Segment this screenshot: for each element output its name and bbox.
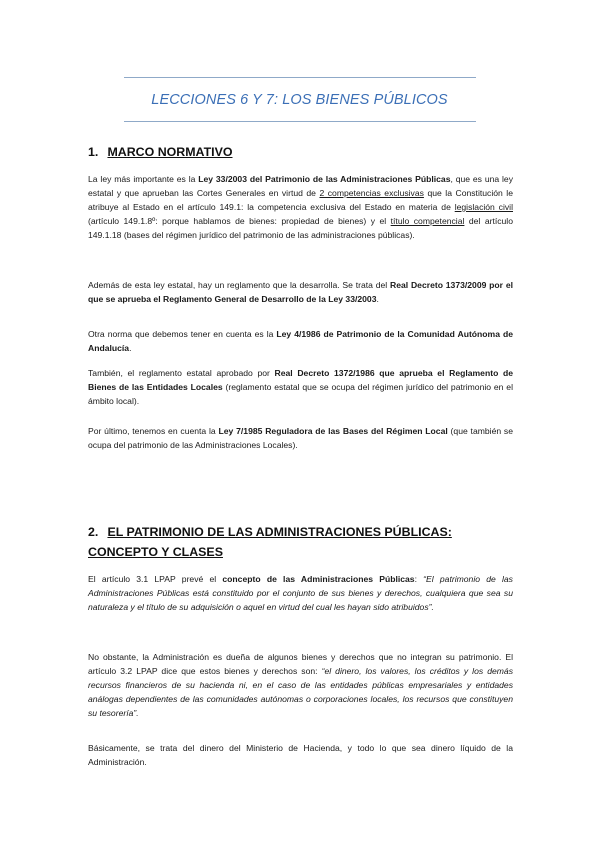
text-run: Además de esta ley estatal, hay un reglamento que la desarrolla. Se trata del [88, 280, 390, 290]
title-rule-top [124, 77, 476, 78]
title-rule-bottom [124, 121, 476, 122]
text-run: Por último, tenemos en cuenta la [88, 426, 219, 436]
text-run: Básicamente, se trata del dinero del Ministerio de Hacienda, y todo lo que sea dinero líquido de la Administración. [88, 743, 513, 767]
text-run: del artículo 149.1.18 (bases del régimen jurídico del patrimonio de las administraciones públicas). [88, 216, 513, 240]
text-run: El artículo 3.1 LPAP prevé el [88, 574, 223, 584]
text-run: . [376, 294, 379, 304]
section-1-heading [88, 142, 518, 162]
text-run: : [414, 574, 424, 584]
section-1-paragraph-2 [88, 278, 513, 306]
text-run: Otra norma que debemos tener en cuenta es la [88, 329, 277, 339]
text-run: (que también se ocupa del patrimonio de las Administraciones Locales). [88, 426, 514, 450]
text-run: , que es una ley estatal y que aprueban las Cortes Generales en virtud de [88, 174, 514, 198]
section-2-paragraph-2 [88, 650, 513, 720]
bold-run: concepto de las Administraciones Públicas [222, 574, 415, 584]
italic-quote-run: “El patrimonio de las Administraciones Públicas está constituido por el conjunto de sus bienes y derechos, cualquiera que sea su naturaleza y el título de su adquisición o aquel en virtud del cual les hayan sido atribuidos”. [88, 574, 513, 612]
section-2-number: 2. [88, 525, 99, 539]
text-run: La ley más importante es la [88, 174, 199, 184]
section-1-title: MARCO NORMATIVO [107, 145, 233, 159]
bold-run: Ley 7/1985 Reguladora de las Bases del Régimen Local [218, 426, 448, 436]
text-run: (reglamento estatal que se ocupa del régimen jurídico del patrimonio en el ámbito local). [88, 382, 513, 406]
bold-run: Real Decreto 1372/1986 que aprueba el Reglamento de Bienes de las Entidades Locales [88, 368, 514, 392]
text-run: (artículo 149.1.8º: porque hablamos de bienes: propiedad de bienes) y el [88, 216, 391, 226]
document-title: LECCIONES 6 Y 7: LOS BIENES PÚBLICOS [151, 92, 448, 108]
section-1-paragraph-1 [88, 172, 513, 242]
section-1-number: 1. [88, 145, 99, 159]
text-run: También, el reglamento estatal aprobado por [88, 368, 275, 378]
text-run: No obstante, la Administración es dueña de algunos bienes y derechos que no integran su patrimonio. El artículo 3.2 LPAP dice que estos bienes y derechos son: [88, 652, 513, 676]
underlined-run: título competencial [390, 216, 465, 226]
underlined-run: legislación civil [454, 202, 513, 212]
underlined-run: 2 competencias exclusivas [319, 188, 424, 198]
italic-quote-run: “el dinero, los valores, los créditos y los demás recursos financieros de su hacienda ni, en el caso de las entidades públicas empresariales y entidades análogas dependientes de las comunidades autónomas o corporaciones locales, los recursos que constituyen su tesorería”. [88, 666, 513, 718]
bold-run: Ley 33/2003 del Patrimonio de las Administraciones Públicas [198, 174, 451, 184]
section-1-paragraph-3 [88, 327, 513, 355]
section-2-heading [88, 522, 518, 562]
section-2-paragraph-3 [88, 741, 513, 769]
section-1-paragraph-5 [88, 424, 513, 452]
text-run: . [129, 343, 132, 353]
section-1-paragraph-4 [88, 366, 513, 408]
section-2-paragraph-1 [88, 572, 513, 614]
text-run: que la Constitución le atribuye al Estado en el artículo 149.1: la competencia exclusiva del Estado en materia de [88, 188, 513, 212]
section-2-title: EL PATRIMONIO DE LAS ADMINISTRACIONES PÚBLICAS: CONCEPTO Y CLASES [88, 525, 452, 559]
bold-run: Ley 4/1986 de Patrimonio de la Comunidad Autónoma de Andalucía [88, 329, 513, 353]
bold-run: Real Decreto 1373/2009 por el que se aprueba el Reglamento General de Desarrollo de la Ley 33/2003 [88, 280, 513, 304]
